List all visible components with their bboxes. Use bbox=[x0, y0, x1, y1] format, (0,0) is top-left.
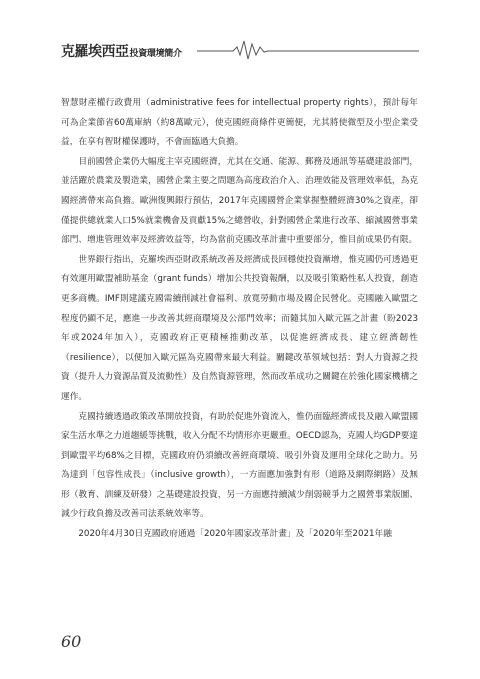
heartbeat-line-icon bbox=[197, 38, 419, 60]
running-header bbox=[61, 38, 419, 60]
header-subtitle: 投資環境簡介 bbox=[129, 49, 182, 59]
paragraph-1: 智慧財產權行政費用（administrative fees for intellectual property rights），預計每年可為企業節省60萬庫納（約8萬歐元），使克國經商條件更簡便，尤其將使微型及小型企業受益，在享有智財權保護時，不會面臨過大負擔。 bbox=[61, 98, 418, 148]
paragraph-5: 2020年4月30日克國政府通過「2020年國家改革計畫」及「2020年至2021年融 bbox=[78, 529, 392, 540]
paragraph-4: 克國持續透過政策改革開放投資，有助於促進外資流入，惟仍面臨經濟成長及融入歐盟國家生活水準之力道趨緩等挑戰，收入分配不均情形亦更嚴重。OECD認為，克國人均GDP要達到歐盟平均68%之目標，克國政府仍須續改善經商環境、吸引外資及運用全球化之助力。另為達到「包容性成長」（inclusive growth），一方面應加強對有形（道路及網際網路）及無形（教育、訓練及研發）之基礎建設投資，另一方面應持續減少削弱競爭力之國營事業版圖、減少行政負擔及改善司法系統效率等。 bbox=[61, 411, 418, 520]
page-number: 60 bbox=[61, 632, 82, 651]
header-title-main: 克羅埃西亞 bbox=[61, 44, 129, 60]
paragraph-3: 世界銀行指出，克羅埃西亞財政系統改善及經濟成長回穩使投資漸增，惟克國仍可透過更有效運用歐盟補助基金（grant funds）增加公共投資報酬，以及吸引策略性私人投資，創造更多商機。IMF則建議克國需續削減社會福利、放寬勞動市場及國企民營化。克國融入歐盟之程度仍顯不足，應進一步改善其經商環境及公部門效率；而隨其加入歐元區之計畫（盼2023年或2024年加入），克國政府正更積極推動改革，以促進經濟成長、建立經濟韌性（resilience），以便加入歐元區為克國帶來最大利益。關鍵改革領域包括：對人力資源之投資（提升人力資源品質及流動性）及自然資源管理，然而改革成功之關鍵在於強化國家機構之運作。 bbox=[61, 254, 418, 402]
paragraph-2: 目前國營企業仍大幅度主宰克國經濟，尤其在交通、能源、郵務及通訊等基礎建設部門，並活躍於農業及製造業，國營企業主要之問題為高度政治介入、治理效能及管理效率低，為克國經濟帶來高負擔。歐洲復興銀行預估，2017年克國國營企業掌握整體經濟30%之資產，卻僅提供總就業人口5%就業機會及貢獻15%之總營收，針對國營企業進行改革、縮減國營事業部門、增進管理效率及經濟效益等，均為當前克國改革計畫中重要部分，惟目前成果仍有限。 bbox=[61, 156, 418, 246]
body-text bbox=[61, 94, 418, 545]
header-title bbox=[61, 41, 182, 61]
